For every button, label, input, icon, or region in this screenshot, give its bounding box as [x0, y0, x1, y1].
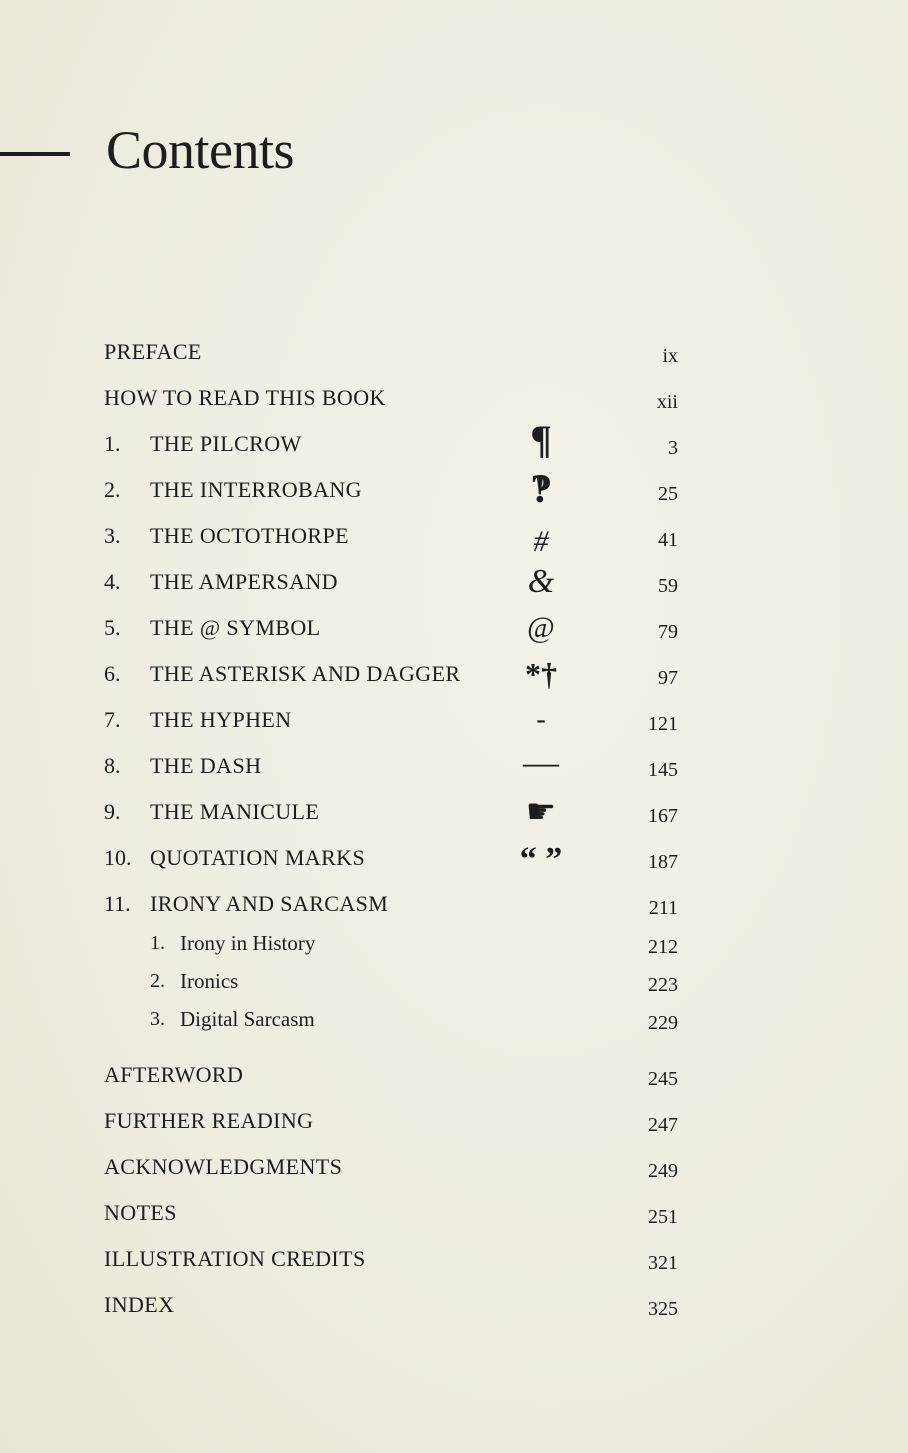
chapter-number: 8.: [104, 753, 121, 778]
entry-label: HOW TO READ THIS BOOK: [104, 385, 386, 410]
toc-entry-afterword[interactable]: [0, 1061, 908, 1101]
entry-page: 245: [648, 1068, 678, 1090]
toc-chapter-4[interactable]: [0, 563, 908, 608]
title-rule: [0, 152, 70, 156]
entry-label: PREFACE: [104, 339, 202, 364]
chapter-page: 41: [658, 529, 678, 551]
hyphen-icon: -: [536, 704, 546, 735]
entry-label: INDEX: [104, 1292, 175, 1317]
interrobang-icon: ‽: [530, 470, 552, 510]
entry-page: ix: [662, 345, 678, 367]
chapter-number: 1.: [104, 431, 121, 456]
chapter-label: IRONY AND SARCASM: [150, 891, 389, 916]
toc-subsection-1[interactable]: [0, 929, 908, 969]
toc-subsection-3[interactable]: [0, 1005, 908, 1045]
manicule-icon: ☛: [525, 792, 557, 832]
chapter-label: THE @ SYMBOL: [150, 615, 321, 640]
chapter-number: 7.: [104, 707, 121, 732]
entry-label: NOTES: [104, 1200, 177, 1225]
ampersand-icon: &: [527, 563, 555, 600]
chapter-label: THE HYPHEN: [150, 707, 292, 732]
octothorpe-icon: #: [533, 525, 549, 558]
toc-entry-how-to-read[interactable]: [0, 384, 908, 424]
at-symbol-icon: @: [527, 611, 555, 644]
toc-chapter-10[interactable]: [0, 841, 908, 884]
chapter-label: QUOTATION MARKS: [150, 845, 366, 870]
entry-page: 249: [648, 1160, 678, 1182]
chapter-label: THE PILCROW: [150, 431, 302, 456]
toc-entry-preface[interactable]: [0, 338, 908, 378]
subsection-number: 2.: [150, 970, 165, 992]
toc-entry-further-reading[interactable]: [0, 1107, 908, 1147]
toc-entry-index[interactable]: [0, 1291, 908, 1331]
chapter-number: 5.: [104, 615, 121, 640]
chapter-label: THE OCTOTHORPE: [150, 523, 349, 548]
chapter-label: THE MANICULE: [150, 799, 320, 824]
chapter-number: 11.: [104, 891, 131, 916]
chapter-page: 167: [648, 805, 678, 827]
chapter-page: 3: [668, 437, 678, 459]
chapter-number: 9.: [104, 799, 121, 824]
chapter-label: THE INTERROBANG: [150, 477, 362, 502]
toc-chapter-1[interactable]: [0, 417, 908, 470]
chapter-page: 211: [648, 897, 678, 919]
page-title: Contents: [106, 120, 295, 180]
chapter-number: 4.: [104, 569, 121, 594]
subsection-number: 1.: [150, 932, 165, 954]
chapter-number: 6.: [104, 661, 121, 686]
entry-page: 247: [648, 1114, 678, 1136]
chapter-label: THE DASH: [150, 753, 262, 778]
pilcrow-icon: ¶: [530, 417, 552, 462]
chapter-label: THE ASTERISK AND DAGGER: [150, 661, 461, 686]
entry-label: AFTERWORD: [104, 1062, 244, 1087]
toc-chapter-7[interactable]: [0, 706, 908, 746]
entry-page: 251: [648, 1206, 678, 1228]
toc-entry-notes[interactable]: [0, 1199, 908, 1239]
toc-chapter-5[interactable]: [0, 611, 908, 654]
chapter-number: 2.: [104, 477, 121, 502]
toc-subsection-2[interactable]: [0, 967, 908, 1007]
subsection-page: 223: [648, 974, 678, 996]
chapter-number: 3.: [104, 523, 121, 548]
toc-chapter-2[interactable]: [0, 470, 908, 516]
subsection-number: 3.: [150, 1008, 165, 1030]
subsection-label: Irony in History: [180, 931, 316, 955]
entry-label: ILLUSTRATION CREDITS: [104, 1246, 366, 1271]
entry-page: 321: [648, 1252, 678, 1274]
chapter-label: THE AMPERSAND: [150, 569, 338, 594]
subsection-label: Ironics: [180, 969, 239, 993]
toc-entry-illustration-credits[interactable]: [0, 1245, 908, 1285]
chapter-page: 187: [648, 851, 678, 873]
subsection-page: 212: [648, 936, 678, 958]
toc-chapter-6[interactable]: [0, 656, 908, 700]
subsection-label: Digital Sarcasm: [180, 1007, 315, 1031]
chapter-number: 10.: [104, 845, 132, 870]
toc-chapter-9[interactable]: [0, 792, 908, 838]
chapter-page: 97: [658, 667, 678, 689]
toc-entry-acknowledgments[interactable]: [0, 1153, 908, 1193]
quotation-marks-icon: “ ”: [519, 841, 563, 878]
chapter-page: 121: [648, 713, 678, 735]
entry-page: 325: [648, 1298, 678, 1320]
entry-label: ACKNOWLEDGMENTS: [104, 1154, 343, 1179]
chapter-page: 79: [658, 621, 678, 643]
chapter-page: 59: [658, 575, 678, 597]
asterisk-dagger-icon: *†: [525, 656, 557, 692]
entry-page: xii: [656, 391, 678, 413]
chapter-page: 25: [658, 483, 678, 505]
toc-chapter-11[interactable]: [0, 890, 908, 930]
toc-chapter-3[interactable]: [0, 522, 908, 562]
subsection-page: 229: [648, 1012, 678, 1034]
chapter-page: 145: [648, 759, 678, 781]
entry-label: FURTHER READING: [104, 1108, 314, 1133]
dash-icon: —: [523, 742, 559, 782]
toc-chapter-8[interactable]: [0, 742, 908, 792]
